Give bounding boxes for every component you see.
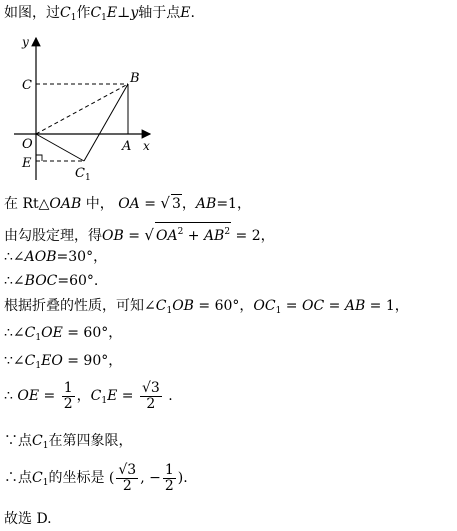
exp: 2 bbox=[224, 227, 231, 237]
sub: 1 bbox=[101, 396, 108, 406]
intro-line bbox=[4, 4, 195, 27]
numerator: 1 bbox=[164, 461, 174, 478]
var-oe: OE bbox=[17, 388, 40, 404]
comma: ， bbox=[76, 388, 91, 404]
numerator: 1 bbox=[63, 379, 73, 396]
text: 中， bbox=[85, 196, 114, 212]
var-c: C bbox=[32, 470, 43, 486]
text: = 60°， bbox=[62, 325, 123, 341]
sqrt-arg: 3 bbox=[171, 196, 181, 212]
var-oc: OC bbox=[301, 298, 325, 314]
var-oa: OA bbox=[118, 196, 140, 212]
label-x: x bbox=[143, 139, 150, 153]
text: 的坐标是 ( bbox=[48, 470, 115, 486]
text: =60°. bbox=[57, 273, 99, 289]
angle-boc-line bbox=[4, 272, 98, 290]
denominator: 2 bbox=[122, 477, 132, 494]
numerator: √3 bbox=[141, 379, 160, 396]
text: ∵点 bbox=[4, 433, 32, 449]
eq: = bbox=[128, 228, 140, 244]
angle-aob-line bbox=[4, 248, 107, 266]
fraction-root3-half bbox=[140, 381, 162, 412]
text: ∴∠ bbox=[4, 325, 25, 341]
var-c: C bbox=[60, 5, 71, 21]
sub: 1 bbox=[166, 306, 173, 316]
angle-c1oe-line bbox=[4, 324, 122, 347]
var-c: C bbox=[90, 388, 102, 404]
sub: 1 bbox=[35, 361, 42, 371]
label-y: y bbox=[22, 35, 29, 49]
label-e: E bbox=[22, 156, 32, 171]
angle-aob: AOB bbox=[24, 249, 57, 265]
text: = 90°， bbox=[62, 353, 123, 369]
coordinates-line bbox=[4, 462, 188, 499]
var-c: C bbox=[32, 433, 43, 449]
text: 如图，过 bbox=[4, 5, 60, 21]
coordinate-diagram bbox=[0, 30, 160, 190]
sqrt-sign: √ bbox=[144, 226, 154, 244]
label-c1-sub: 1 bbox=[84, 173, 91, 183]
fold-property-line bbox=[4, 297, 409, 320]
fraction-root3-half bbox=[116, 463, 138, 494]
text: 在 Rt△ bbox=[4, 196, 50, 212]
text: 由勾股定理，得 bbox=[4, 228, 102, 244]
comma: ， bbox=[181, 196, 196, 212]
var-ab: AB bbox=[344, 298, 366, 314]
answer-text: 故选 D. bbox=[4, 511, 52, 527]
text: 根据折叠的性质，可知∠ bbox=[4, 298, 156, 314]
sqrt-body bbox=[155, 222, 231, 245]
text: , − bbox=[140, 470, 161, 486]
angle-c1eo-line bbox=[4, 352, 122, 375]
var-c: C bbox=[24, 353, 36, 369]
right-angle-mark bbox=[36, 155, 42, 161]
text: = 1， bbox=[365, 298, 409, 314]
text: ∵∠ bbox=[4, 353, 25, 369]
eq: = bbox=[39, 388, 60, 404]
sqrt-sign: √ bbox=[160, 194, 170, 212]
perp-symbol: ⊥ bbox=[117, 5, 131, 21]
text: 在第四象限， bbox=[48, 433, 133, 449]
var-ab: AB bbox=[195, 196, 217, 212]
text: ∴点 bbox=[4, 470, 32, 486]
var-ob: OB bbox=[172, 298, 194, 314]
numerator: √3 bbox=[118, 461, 137, 478]
sub: 1 bbox=[70, 13, 77, 23]
label-c: C bbox=[22, 78, 32, 93]
eq: = bbox=[281, 298, 302, 314]
text: ∴∠ bbox=[4, 249, 25, 265]
triangle-oab: OAB bbox=[49, 196, 82, 212]
eq: = bbox=[117, 388, 138, 404]
var-oe: OE bbox=[41, 325, 63, 341]
label-a: A bbox=[122, 139, 132, 154]
var-ab: AB bbox=[203, 228, 225, 244]
text: ∴∠ bbox=[4, 273, 25, 289]
fraction-one-half bbox=[62, 381, 75, 412]
var-e: E bbox=[106, 5, 118, 21]
quadrant-line bbox=[4, 432, 132, 455]
eq: = bbox=[324, 298, 345, 314]
exp: 2 bbox=[177, 227, 184, 237]
var-c: C bbox=[90, 5, 102, 21]
angle-boc: BOC bbox=[24, 273, 58, 289]
text: 轴于点 bbox=[138, 5, 181, 21]
text: ). bbox=[177, 470, 188, 486]
sub: 1 bbox=[275, 306, 282, 316]
label-b: B bbox=[130, 71, 140, 86]
sub: 1 bbox=[101, 13, 107, 23]
var-c: C bbox=[155, 298, 167, 314]
var-oa: OA bbox=[155, 228, 178, 244]
period: . bbox=[168, 388, 173, 404]
text: 作 bbox=[76, 5, 91, 21]
answer-line bbox=[4, 510, 52, 528]
text: ∴ bbox=[4, 388, 18, 404]
var-oc: OC bbox=[253, 298, 276, 314]
denominator: 2 bbox=[63, 395, 73, 412]
text: =30°， bbox=[56, 249, 108, 265]
given-line bbox=[4, 194, 251, 213]
sub: 1 bbox=[35, 333, 42, 343]
denominator: 2 bbox=[146, 395, 156, 412]
var-c: C bbox=[24, 325, 36, 341]
label-c1-main: C bbox=[75, 166, 85, 181]
label-o: O bbox=[22, 137, 33, 152]
segment-oc1 bbox=[36, 134, 84, 161]
lengths-line bbox=[4, 380, 173, 417]
sub: 1 bbox=[42, 478, 49, 488]
sub: 1 bbox=[42, 441, 49, 451]
period: . bbox=[190, 5, 195, 21]
var-e: E bbox=[107, 388, 118, 404]
label-c1 bbox=[75, 166, 91, 183]
var-ob: OB bbox=[102, 228, 124, 244]
text: = 60°， bbox=[193, 298, 254, 314]
text: =1， bbox=[216, 196, 251, 212]
fraction-one-half bbox=[163, 463, 176, 494]
var-y: y bbox=[130, 5, 139, 21]
eq: = bbox=[144, 196, 156, 212]
denominator: 2 bbox=[164, 477, 174, 494]
plus: + bbox=[187, 228, 200, 244]
text: = 2， bbox=[235, 228, 275, 244]
var-eo: EO bbox=[41, 353, 63, 369]
pythagoras-line bbox=[4, 222, 275, 245]
var-e: E bbox=[180, 5, 191, 21]
